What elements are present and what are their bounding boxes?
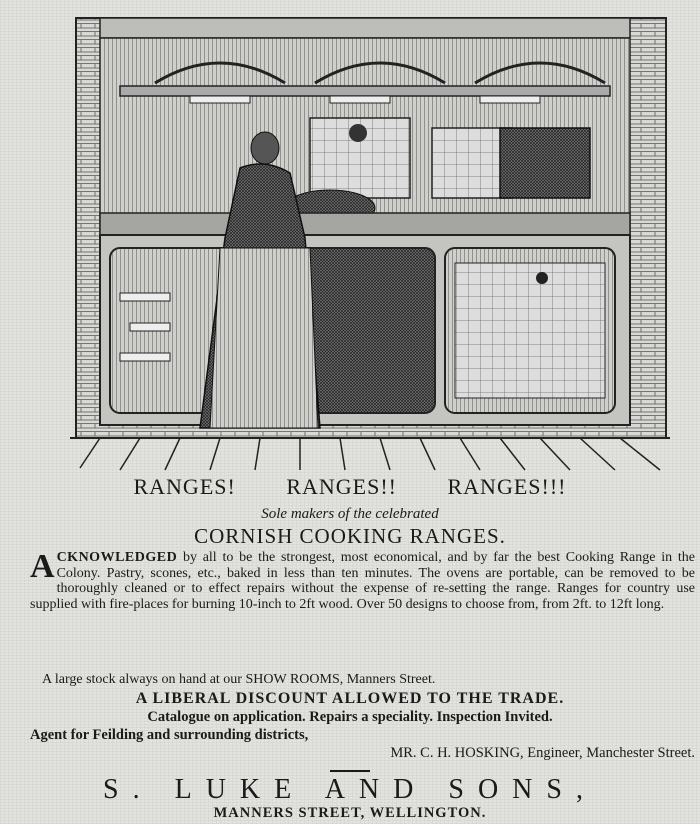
catalogue-line: Catalogue on application. Repairs a speciality. Inspection Invited. bbox=[147, 709, 553, 725]
body-text: by all to be the strongest, most economical, and by far the best Cooking Range in the Colony. Pastry, scones, etc., baked in less than ten minutes. The ovens are portable, can be removed to be thoroughly cleaned or to effect repairs without the expense of re-setting the range. Ranges for country use supplied with fire-places for burning 10-inch to 2ft wood. Over 50 designs to choose from, from 2ft. to 12ft long. bbox=[30, 550, 695, 612]
stock-line: A large stock always on hand at our SHOW ROOMS, Manners Street. bbox=[42, 672, 436, 687]
body-lead-word: CKNOWLEDGED bbox=[56, 550, 178, 565]
engineer-text: MR. C. H. HOSKING, Engineer, Manchester Street. bbox=[390, 745, 695, 761]
headline-word-3: RANGES!!! bbox=[447, 474, 567, 499]
firm-address: MANNERS STREET, WELLINGTON. bbox=[213, 805, 487, 821]
cooking-range-engraving bbox=[60, 8, 675, 476]
headline bbox=[0, 474, 700, 500]
discount-line: A LIBERAL DISCOUNT ALLOWED TO THE TRADE. bbox=[135, 690, 565, 707]
divider-rule bbox=[330, 770, 370, 772]
engineer-line bbox=[0, 745, 700, 762]
product-name: CORNISH COOKING RANGES. bbox=[194, 524, 506, 548]
firm-name: S. LUKE AND SONS, bbox=[103, 774, 597, 805]
headline-word-2: RANGES!! bbox=[286, 474, 397, 499]
advertisement-body bbox=[30, 550, 695, 612]
tagline: Sole makers of the celebrated bbox=[261, 506, 439, 522]
headline-word-1: RANGES! bbox=[133, 474, 236, 499]
agent-line: Agent for Feilding and surrounding districts, bbox=[30, 727, 309, 743]
drop-cap: A bbox=[30, 548, 55, 585]
